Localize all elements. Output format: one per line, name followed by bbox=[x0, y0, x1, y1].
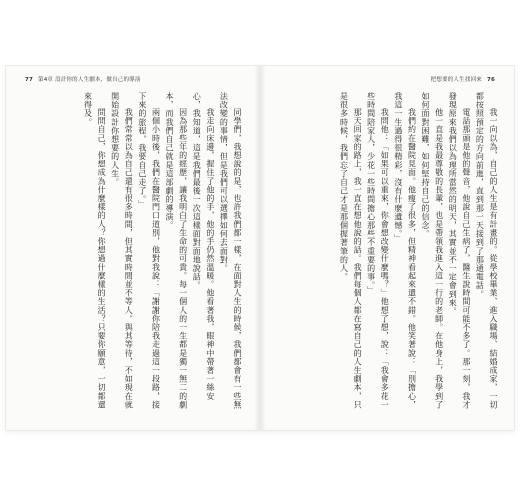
paragraph: 因為那些年的經歷，讓我明白了生命的可貴。每一個人的一生都是獨一無二的劇本，而我們自己就是這部劇的導演。 bbox=[165, 92, 188, 409]
paragraph: 我們約在醫院見面。他瘦了很多，但精神看起來還不錯。他笑著說：「別擔心，我這一生過得很精彩，沒有什麼遺憾。」 bbox=[393, 92, 417, 409]
paragraph: 兩個小時後，我們在醫院門口道別，他對我說：「謝謝你陪我走過這一段路，接下來的旅程，我要自己走了。」 bbox=[137, 92, 161, 409]
page-number-left: 77 bbox=[25, 77, 34, 83]
paragraph: 那天回家的路上，我一直在想他說的話。我們每個人都在寫自己的人生劇本，只是很多時候，我們忘了自己才是那個握著筆的人。 bbox=[339, 92, 363, 409]
paragraph: 同學們，我想說的是，也許我們都一樣，在面對人生的時候，我們都會有一些無法改變的事情，但是我們可以選擇如何去面對。 bbox=[219, 92, 242, 409]
book-spread bbox=[6, 66, 514, 430]
right-page-body bbox=[276, 92, 500, 416]
paragraph: 我們常常以為自己還有很多時間，但其實時間並不等人。與其等待，不如現在就開始設計你想要的人生。 bbox=[110, 92, 134, 409]
chapter-title: 設計你的人生劇本，做自己的導演 bbox=[55, 77, 141, 83]
left-page-body bbox=[22, 92, 244, 416]
paragraph: 問問自己，你想成為什麼樣的人？你想過什麼樣的生活？只要你願意，一切都還來得及。 bbox=[83, 92, 107, 409]
chapter-label: 第4章 bbox=[38, 77, 54, 83]
paragraph: 我問他：「如果可以重來，你會想改變什麼嗎？」他想了想，說：「我會多花一些時間陪家人，少花一些時間擔心那些不重要的事。」 bbox=[366, 92, 390, 409]
right-page bbox=[260, 66, 514, 430]
right-page-header bbox=[431, 75, 498, 83]
paragraph: 我一向以為，自己的人生是有計畫的。從學校畢業、進入職場、結婚成家，一切都按照預定的方向前進，直到那一天接到了那通電話。 bbox=[475, 92, 498, 409]
running-title: 把想要的人生找回來 bbox=[430, 77, 482, 83]
left-page-header bbox=[22, 75, 141, 83]
paragraph: 我走向床邊，握住了他的手，他的手仍然溫暖。他看著我，眼神中帶著一絲安心，我知道，這是我們最後一次這樣面對面地說話。 bbox=[192, 92, 215, 401]
paragraph: 電話那頭是他的聲音，他說自己生病了，醫生說時間可能不多了。那一刻，我才發現原來我們以為理所當然的明天，其實並不一定會到來。 bbox=[448, 92, 471, 409]
page-number-right: 76 bbox=[486, 77, 495, 83]
paragraph: 他一直是我最尊敬的長輩，也是帶領我進入這一行的老師。在他身上，我學到了如何面對困難，如何堅持自己的信念。 bbox=[421, 92, 444, 409]
left-page bbox=[6, 66, 260, 430]
